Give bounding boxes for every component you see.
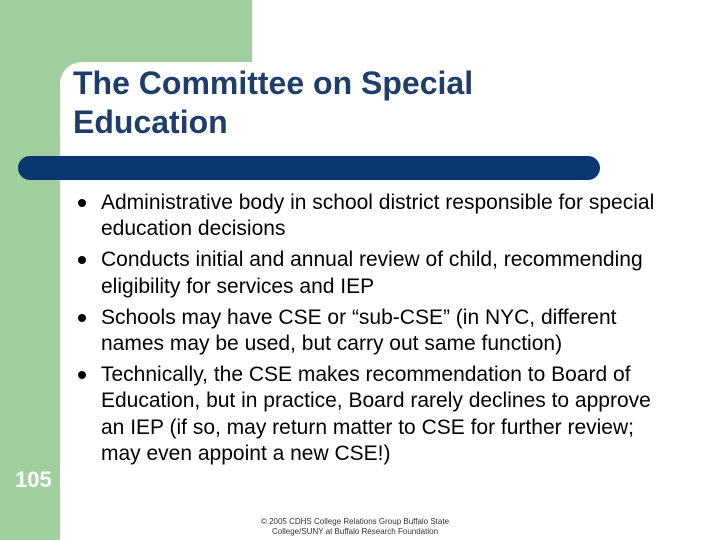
copyright-line: College/SUNY at Buffalo Research Foundation [271,527,439,536]
bullet-text: Technically, the CSE makes recommendation to Board of Education, but in practice, Board rarely declines to approve an IEP (if so, may return matter to CSE for further review; may even appoint a new CSE!) [101,363,651,465]
bullet-item [78,362,658,467]
bullet-dot-icon [78,199,86,207]
bullet-text: Schools may have CSE or “sub-CSE” (in NYC, different names may be used, but carry out same function) [101,305,617,356]
copyright-footer [220,517,490,537]
bullet-text: Conducts initial and annual review of child, recommending eligibility for services and IEP [101,248,643,298]
bullet-item [78,190,658,242]
slide-number: 105 [15,467,52,492]
bullet-dot-icon [78,371,86,379]
bullet-list [78,190,658,472]
bullet-text: Administrative body in school district responsible for special education decisions [101,191,655,241]
bullet-item [78,247,658,299]
title-divider-bar [18,156,600,180]
bullet-dot-icon [78,256,86,264]
bullet-item [78,305,658,357]
copyright-line: © 2005 CDHS College Relations Group Buffalo State [260,517,450,526]
slide-title: The Committee on Special Education [73,65,474,140]
bullet-dot-icon [78,314,86,322]
